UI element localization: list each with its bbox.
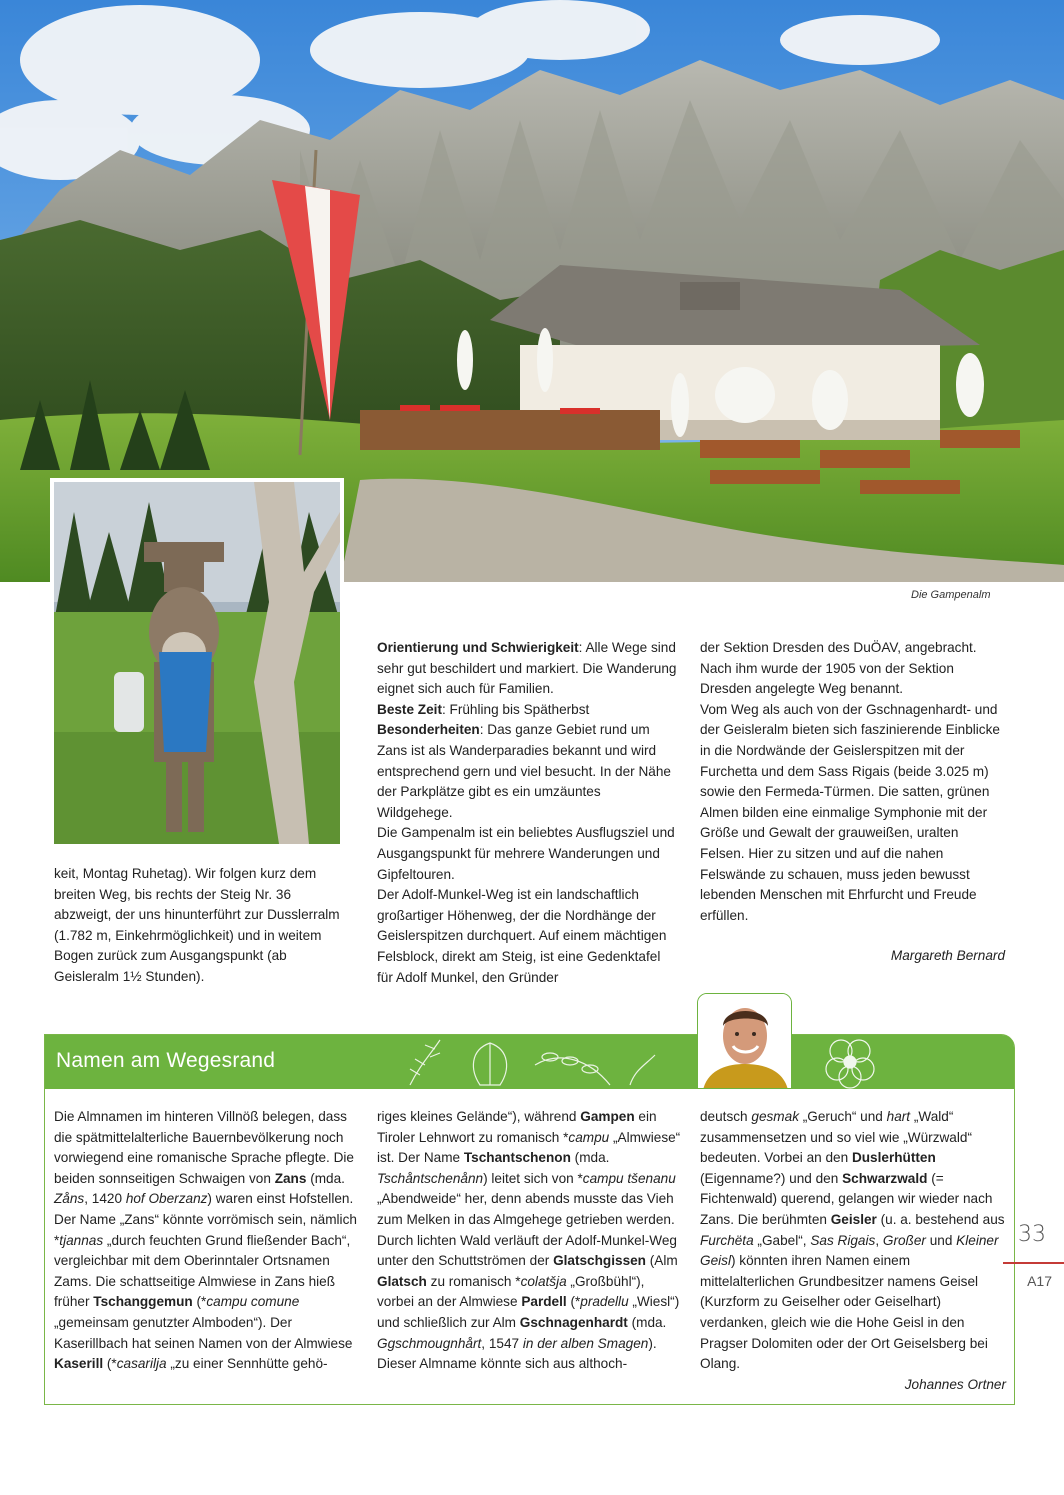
author-signature: Margareth Bernard [890,948,1005,964]
names-column-1 [54,1107,359,1375]
best-time-text: : Frühling bis Spätherbst [441,701,590,717]
flower-icon [815,1035,895,1089]
names-column-3 [700,1107,1006,1395]
munkel-paragraph: Der Adolf-Munkel-Weg ist ein landschaftlich großartiger Höhenweg, der die Nordhänge der Geislerspitzen durchquert. Auf einem mächtigen Felsblock, direkt am Steig, ist eine Gedenktafel für Adolf Munkel, den Gründer [377,887,667,985]
page-number: 33 [1018,1222,1046,1247]
sektion-paragraph: der Sektion Dresden des DuÖAV, angebracht. Nach ihm wurde der 1905 von der Sektion Dresden angelegte Weg benannt. [700,640,977,697]
names-author-signature: Johannes Ortner [904,1376,1006,1392]
orientation-label: Orientierung und Schwierigkeit [377,640,579,655]
right-column [700,638,1005,967]
author-portrait [697,993,792,1089]
wooden-figure-illustration [54,482,340,844]
names-paragraph-1: Die Almnamen im hinteren Villnöß belegen, dass die spätmittelalterliche Bauernbevölkerung noch vorwiegend eine romanische Sprache pflegte. Die beiden sonnseitigen Schwaigen von Zans (mda. Zåns, 1420 hof Oberzanz) waren einst Hofstellen. Der Name „Zans“ könnte vorrömisch sein, nämlich *tjannas „durch feuchten Grund fließender Bach“, vergleichbar mit dem Oberinntaler Ortsnamen Zams. Die schattseitige Almwiese in Zans hieß früher Tschanggemun (*campu comune „gemeinsam genutzter Almboden“). Der Kaserillbach hat seinen Namen von der Almwiese Kaserill (*casarilja „zu einer Sennhütte gehö- [54,1109,357,1372]
page-number-rule [1003,1262,1064,1264]
wooden-figure-photo [50,478,344,848]
best-time-label: Beste Zeit [377,701,442,717]
info-column [377,638,679,988]
orientation-text: : Alle Wege sind sehr gut beschildert und markiert. Die Wanderung eignet sich auch für Familien. [377,640,677,697]
special-text: : Das ganze Gebiet rund um Zans ist als Wanderparadies bekannt und wird entsprechend gern und viel besucht. In der Nähe der Parkplätze gibt es ein umzäuntes Wildgehege. [377,722,671,820]
view-paragraph: Vom Weg als auch von der Gschnagenhardt- und der Geisleralm bieten sich faszinierende Einblicke in die Nordwände der Geislerspitzen mit der Furchetta und dem Sass Rigais (beide 3.025 m) sowie den Fermeda-Türmen. Die satten, grünen Almen bilden eine einmalige Symphonie mit der Größe und Gewalt der grauweißen, uralten Felsen. Hier zu sitzen und auf die nahen Felswände zu schauen, muss jeden bewusst lebenden Menschen mit Ehrfurcht und Freude erfüllen. [700,701,1000,923]
special-paragraph [377,720,679,823]
intro-column [54,864,350,988]
orientation-paragraph [377,638,679,700]
page-code: A17 [1027,1273,1052,1289]
names-paragraph-3: deutsch gesmak „Geruch“ und hart „Wald“ zusammensetzen und so viel wie „Würzwald“ bedeuten. Vorbei an den Duslerhütten (Eigenname?) und den Schwarzwald (= Fichtenwald) querend, gelangen wir wieder nach Zans. Die berühmten Geisler (u. a. bestehend aus Furchëta „Gabel“, Sas Rigais, Großer und Kleiner Geisl) könnten ihren Namen einem mittelalterlichen Grundbesitzer namens Geisel (Kurzform zu Geiselher oder Geiselhart) verdanken, gleich wie die Hohe Geisl in den Pragser Dolomiten oder der Ort Geiselsberg bei Olang. [700,1109,1005,1372]
names-box-title: Namen am Wegesrand [56,1049,276,1072]
best-time-paragraph [377,700,679,721]
portrait-illustration [698,994,792,1089]
leaf-ornament-icon [400,1035,660,1089]
names-box-header [45,1035,1014,1089]
intro-text: keit, Montag Ruhetag). Wir folgen kurz dem breiten Weg, bis rechts der Steig Nr. 36 abzweigt, der uns hinunterführt zur Dusslerralm (1.782 m, Einkehrmöglichkeit) und in weitem Bogen zurück zum Ausgangspunkt (ab Geisleralm 1½ Stunden). [54,866,340,984]
names-box [44,1034,1015,1405]
names-column-2 [377,1107,682,1375]
hero-caption: Die Gampenalm [911,589,991,601]
gampenalm-paragraph: Die Gampenalm ist ein beliebtes Ausflugsziel und Ausgangspunkt für mehrere Wanderungen und Gipfeltouren. [377,825,675,882]
special-label: Besonderheiten [377,722,480,738]
names-paragraph-2: riges kleines Gelände“), während Gampen ein Tiroler Lehnwort zu romanisch *campu „Almwiese“ ist. Der Name Tschantschenon (mda. Tschåntschenånn) leitet sich von *campu tšenanu „Abendweide“ her, denn abends musste das Vieh zum Melken in das Almgehege getrieben werden. Durch lichten Wald verläuft der Adolf-Munkel-Weg unter den Schuttströmen der Glatschgissen (Alm Glatsch zu romanisch *colatšja „Großbühl“), vorbei an der Almwiese Pardell (*pradellu „Wiesl“) und schließlich zur Alm Gschnagenhardt (mda. Ggschmougnhårt, 1547 in der alben Smagen). Dieser Almname könnte sich aus althoch- [377,1109,681,1372]
